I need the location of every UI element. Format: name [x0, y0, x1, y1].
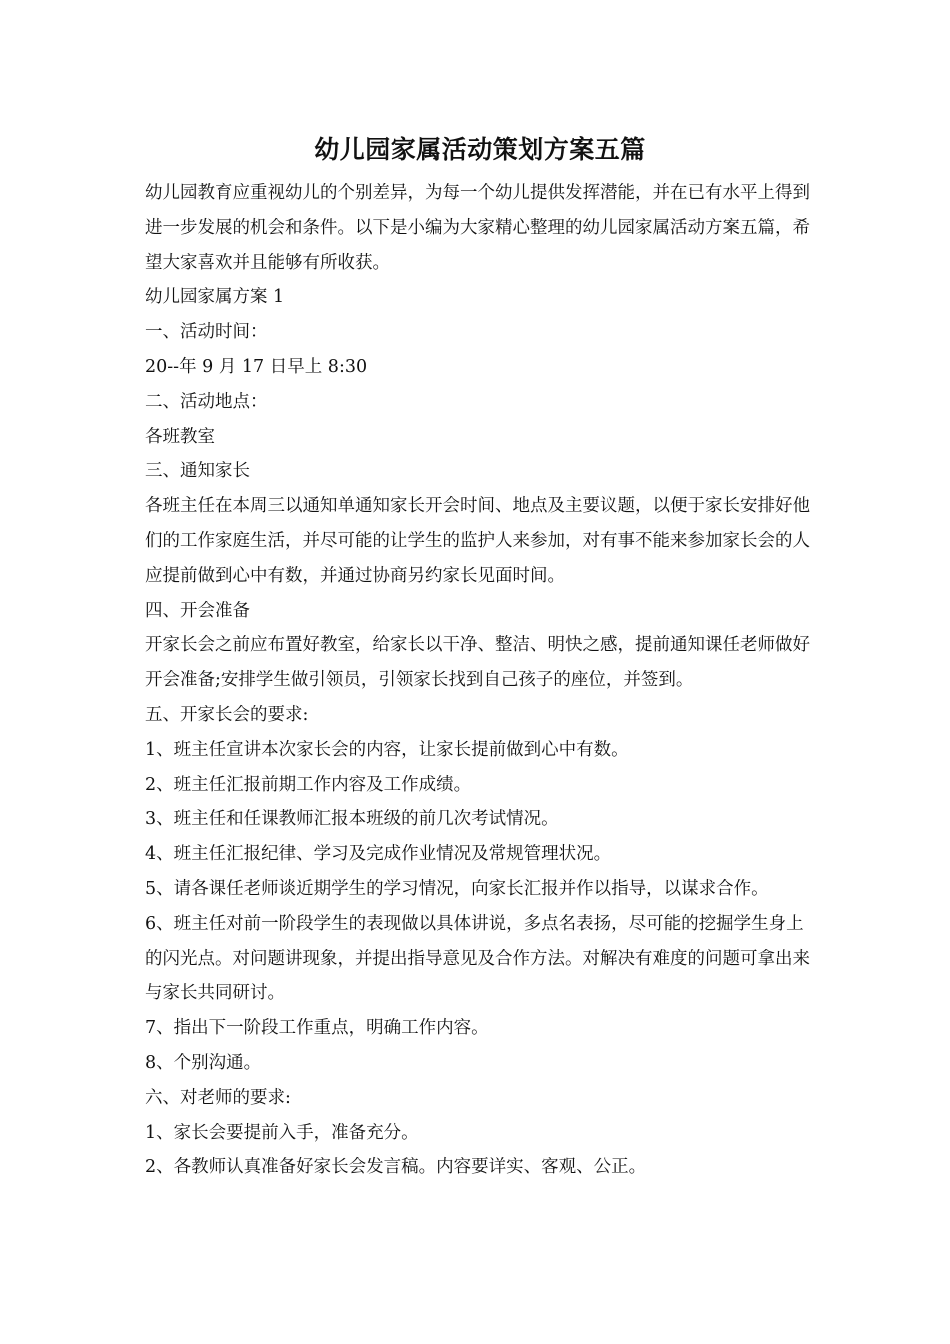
teacher-requirement-item: 2、各教师认真准备好家长会发言稿。内容要详实、客观、公正。	[145, 1157, 647, 1178]
document-body	[145, 130, 815, 1185]
requirement-item: 6、班主任对前一阶段学生的表现做以具体讲说，多点名表扬，尽可能的挖掘学生身上的闪光点。对问题讲现象，并提出指导意见及合作方法。对解决有难度的问题可拿出来与家长共同研讨。	[145, 913, 810, 1004]
section-heading-location: 二、活动地点：	[145, 391, 268, 412]
document-title: 幼儿园家属活动策划方案五篇	[314, 135, 646, 164]
requirement-item: 5、请各课任老师谈近期学生的学习情况，向家长汇报并作以指导，以谋求合作。	[145, 878, 769, 899]
activity-location: 各班教室	[145, 426, 215, 447]
requirement-item: 2、班主任汇报前期工作内容及工作成绩。	[145, 774, 472, 795]
plan-heading: 幼儿园家属方案 1	[145, 287, 285, 308]
teacher-requirement-item: 1、家长会要提前入手，准备充分。	[145, 1122, 419, 1143]
activity-time: 20--年 9 月 17 日早上 8:30	[145, 356, 368, 377]
section-heading-time: 一、活动时间：	[145, 322, 268, 343]
requirement-item: 4、班主任汇报纪律、学习及完成作业情况及常规管理状况。	[145, 844, 612, 865]
section-heading-teacher: 六、对老师的要求:	[145, 1087, 291, 1108]
intro-paragraph: 幼儿园教育应重视幼儿的个别差异，为每一个幼儿提供发挥潜能，并在已有水平上得到进一步发展的机会和条件。以下是小编为大家精心整理的幼儿园家属活动方案五篇，希望大家喜欢并且能够有所收获。	[145, 183, 810, 273]
requirement-item: 3、班主任和任课教师汇报本班级的前几次考试情况。	[145, 809, 559, 830]
requirement-item: 7、指出下一阶段工作重点，明确工作内容。	[145, 1018, 489, 1039]
prepare-paragraph: 开家长会之前应布置好教室，给家长以干净、整洁、明快之感，提前通知课任老师做好开会准备;安排学生做引领员，引领家长找到自己孩子的座位，并签到。	[145, 635, 810, 691]
requirement-item: 8、个别沟通。	[145, 1052, 262, 1073]
requirement-item: 1、班主任宣讲本次家长会的内容，让家长提前做到心中有数。	[145, 739, 629, 760]
section-heading-requirements: 五、开家长会的要求:	[145, 704, 309, 725]
section-heading-notify: 三、通知家长	[145, 461, 250, 482]
notify-paragraph: 各班主任在本周三以通知单通知家长开会时间、地点及主要议题，以便于家长安排好他们的工作家庭生活，并尽可能的让学生的监护人来参加，对有事不能来参加家长会的人应提前做到心中有数，并通过协商另约家长见面时间。	[145, 496, 810, 586]
section-heading-prepare: 四、开会准备	[145, 600, 250, 621]
